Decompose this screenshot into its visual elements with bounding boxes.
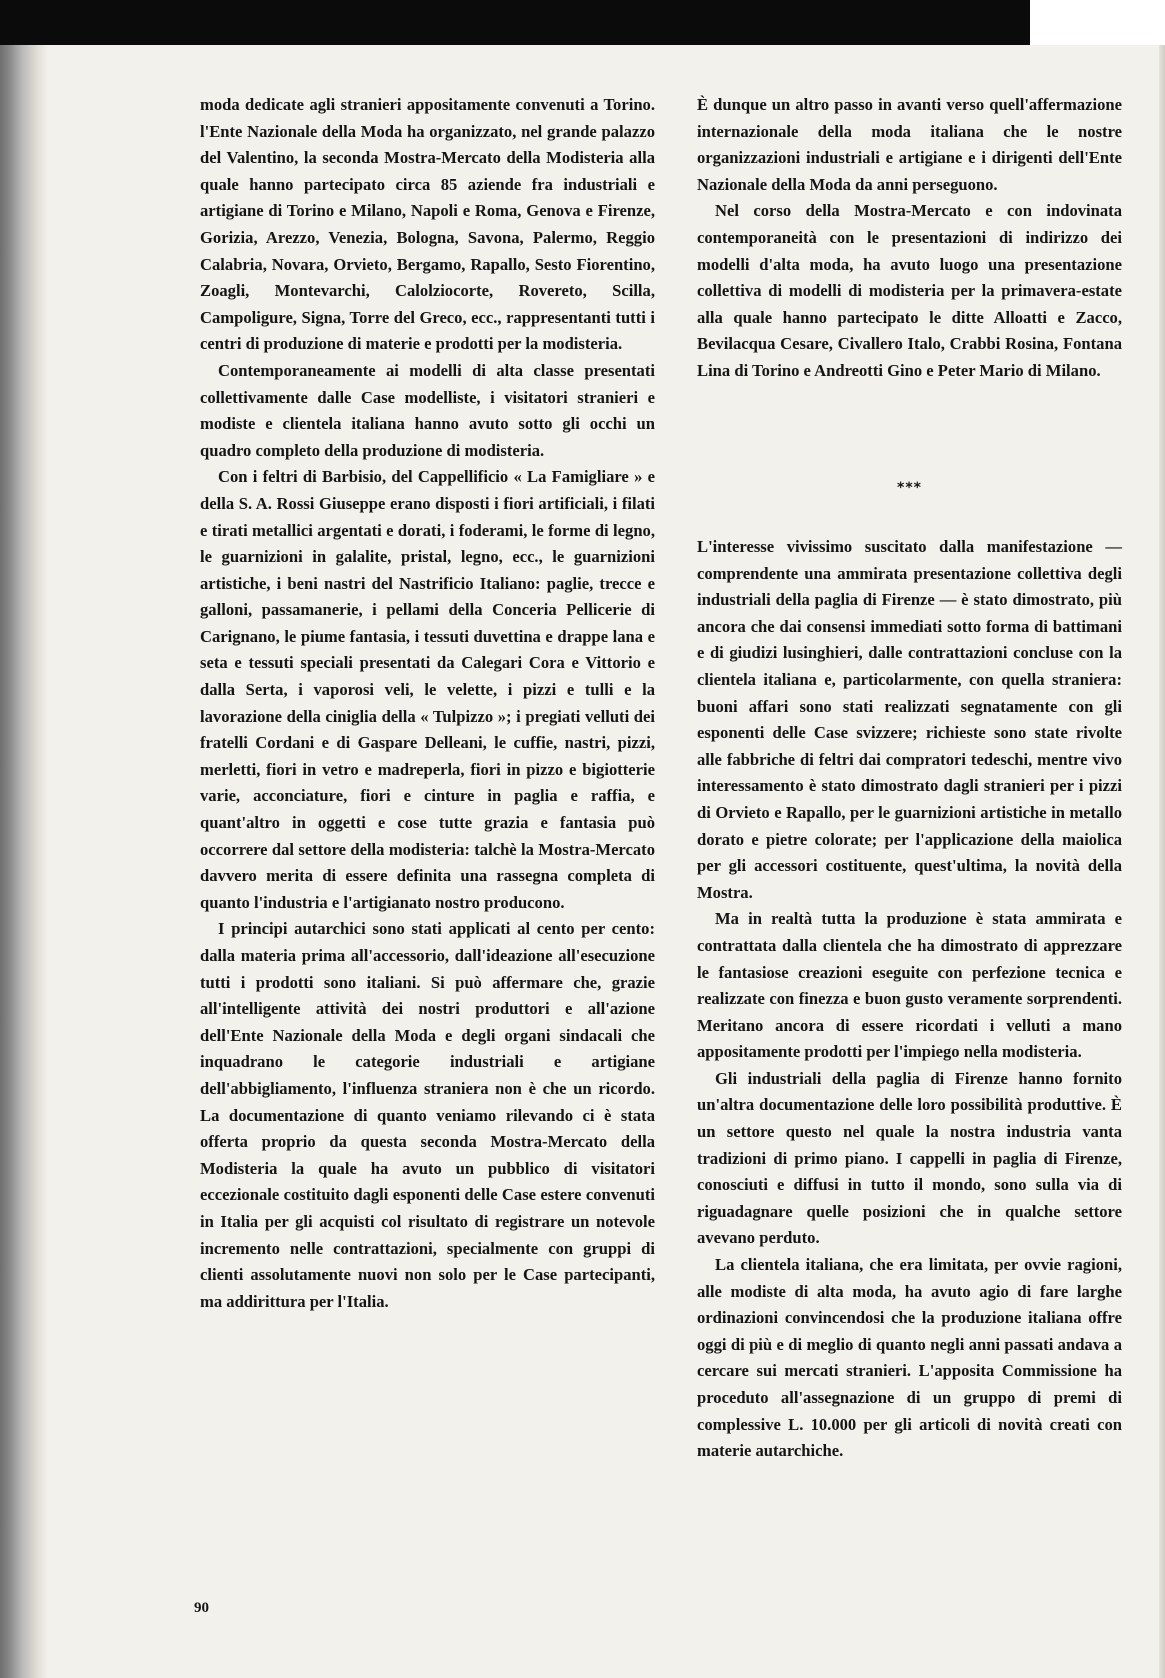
paragraph: I principi autarchici sono stati applicati al cento per cento: dalla materia prima all'accessorio, dall'ideazione all'esecuzione tutti i prodotti sono italiani. Si può affermare che, grazie all'intelligente attività dei nostri produttori e all'azione dell'Ente Nazionale della Moda e degli organi sindacali che inquadrano le categorie industriali e artigiane dell'abbigliamento, l'influenza straniera non è che un ricordo. La documentazione di quanto veniamo rilevando ci è stata offerta proprio da questa seconda Mostra-Mercato della Modisteria la quale ha avuto un pubblico di visitatori eccezionale costituito dagli esponenti delle Case estere convenuti in Italia per gli acquisti col risultato di registrare un notevole incremento nelle contrattazioni, specialmente con gruppi di clienti assolutamente nuovi non solo per le Case partecipanti, ma addirittura per l'Italia. [200, 919, 655, 1311]
paragraph: moda dedicate agli stranieri appositamente convenuti a Torino. l'Ente Nazionale della Moda ha organizzato, nel grande palazzo del Valentino, la seconda Mostra-Mercato della Modisteria alla quale hanno partecipato circa 85 aziende fra industriali e artigiane di Torino e Milano, Napoli e Roma, Genova e Firenze, Gorizia, Arezzo, Venezia, Bologna, Savona, Palermo, Reggio Calabria, Novara, Orvieto, Bergamo, Rapallo, Sesto Fiorentino, Zoagli, Montevarchi, Calolziocorte, Rovereto, Scilla, Campoligure, Signa, Torre del Greco, ecc., rappresentanti tutti i centri di produzione di materie e prodotti per la modisteria. [200, 95, 655, 354]
page-number: 90 [194, 1600, 209, 1616]
right-text-column-bottom [697, 534, 1122, 1465]
paragraph: Ma in realtà tutta la produzione è stata ammirata e contrattata dalla clientela che ha dimostrato di apprezzare le fantasiose creazioni eseguite con perfezione tecnica e realizzate con finezza e buon gusto veramente sorprendenti. Meritano ancora di essere ricordati i velluti a mano appositamente prodotti per l'impiego nella modisteria. [697, 909, 1122, 1062]
left-text-column [200, 92, 655, 1315]
section-separator: *** [897, 480, 922, 496]
right-text-column-top [697, 92, 1122, 385]
paragraph: Nel corso della Mostra-Mercato e con indovinata contemporaneità con le presentazioni di indirizzo dei modelli d'alta moda, ha avuto luogo una presentazione collettiva di modelli di modisteria per la primavera-estate alla quale hanno partecipato le ditte Alloatti e Zacco, Bevilacqua Cesare, Civallero Italo, Crabbi Rosina, Fontana Lina di Torino e Andreotti Gino e Peter Mario di Milano. [697, 201, 1122, 380]
scan-top-margin [1030, 0, 1165, 45]
paragraph: È dunque un altro passo in avanti verso quell'affermazione internazionale della moda italiana che le nostre organizzazioni industriali e artigiane e i dirigenti dell'Ente Nazionale della Moda da anni perseguono. [697, 95, 1122, 194]
paragraph: La clientela italiana, che era limitata, per ovvie ragioni, alle modiste di alta moda, ha avuto agio di fare larghe ordinazioni convincendosi che la produzione italiana offre oggi di più e di meglio di quanto negli anni passati andava a cercare sui mercati stranieri. L'apposita Commissione ha proceduto all'assegnazione di un gruppo di premi di complessive L. 10.000 per gli articoli di novità creati con materie autarchiche. [697, 1255, 1122, 1461]
paragraph: L'interesse vivissimo suscitato dalla manifestazione — comprendente una ammirata presentazione collettiva degli industriali della paglia di Firenze — è stato dimostrato, più ancora che dai consensi immediati sotto forma di battimani e di giudizi lusinghieri, dalle contrattazioni concluse con la clientela italiana e, particolarmente, con quella straniera: buoni affari sono stati realizzati segnatamente con gli esponenti delle Case svizzere; richieste sono state rivolte alle fabbriche di feltri dai compratori tedeschi, mentre vivo interessamento è stato dimostrato dagli stranieri per i pizzi di Orvieto e Rapallo, per le guarnizioni artistiche in metallo dorato e pietre colorate; per l'applicazione della maiolica per gli accessori costituente, quest'ultima, la novità della Mostra. [697, 537, 1122, 902]
scan-right-edge [1159, 45, 1165, 1678]
scan-top-border [0, 0, 1030, 45]
paragraph: Contemporaneamente ai modelli di alta classe presentati collettivamente dalle Case modelliste, i visitatori stranieri e modiste e clientela italiana hanno avuto sotto gli occhi un quadro completo della produzione di modisteria. [200, 360, 655, 460]
scan-binding-shadow [0, 45, 48, 1678]
paragraph: Con i feltri di Barbisio, del Cappellificio « La Famigliare » e della S. A. Rossi Giuseppe erano disposti i fiori artificiali, i filati e tirati metallici argentati e dorati, i foderami, le forme di legno, le guarnizioni in galalite, pristal, legno, ecc., le guarnizioni artistiche, i beni nastri del Nastrificio Italiano: paglie, trecce e galloni, passamanerie, i pellami della Conceria Pellicerie di Carignano, le piume fantasia, i tessuti duvettina e drappe lana e seta e tessuti speciali presentati da Calegari Cora e Vittorio e dalla Serta, i vaporosi veli, le velette, i pizzi e tulli e la lavorazione della ciniglia della « Tulpizzo »; i pregiati velluti dei fratelli Cordani e di Gaspare Delleani, le cuffie, nastri, pizzi, merletti, fiori in vetro e madreperla, fiori in pizzo e bigiotterie varie, acconciature, fiori e cinture in paglia e raffia, e quant'altro in oggetti e cose tutte grazia e fantasia può occorrere dal settore della modisteria: talchè la Mostra-Mercato davvero merita di essere definita una rassegna completa di quanto l'industria e l'artigianato nostro producono. [200, 467, 655, 912]
paragraph: Gli industriali della paglia di Firenze hanno fornito un'altra documentazione delle loro possibilità produttive. È un settore questo nel quale la nostra industria vanta tradizioni di primo piano. I cappelli in paglia di Firenze, conosciuti e diffusi in tutto il mondo, sono sulla via di riguadagnare quelle posizioni che in qualche settore avevano perduto. [697, 1068, 1122, 1248]
